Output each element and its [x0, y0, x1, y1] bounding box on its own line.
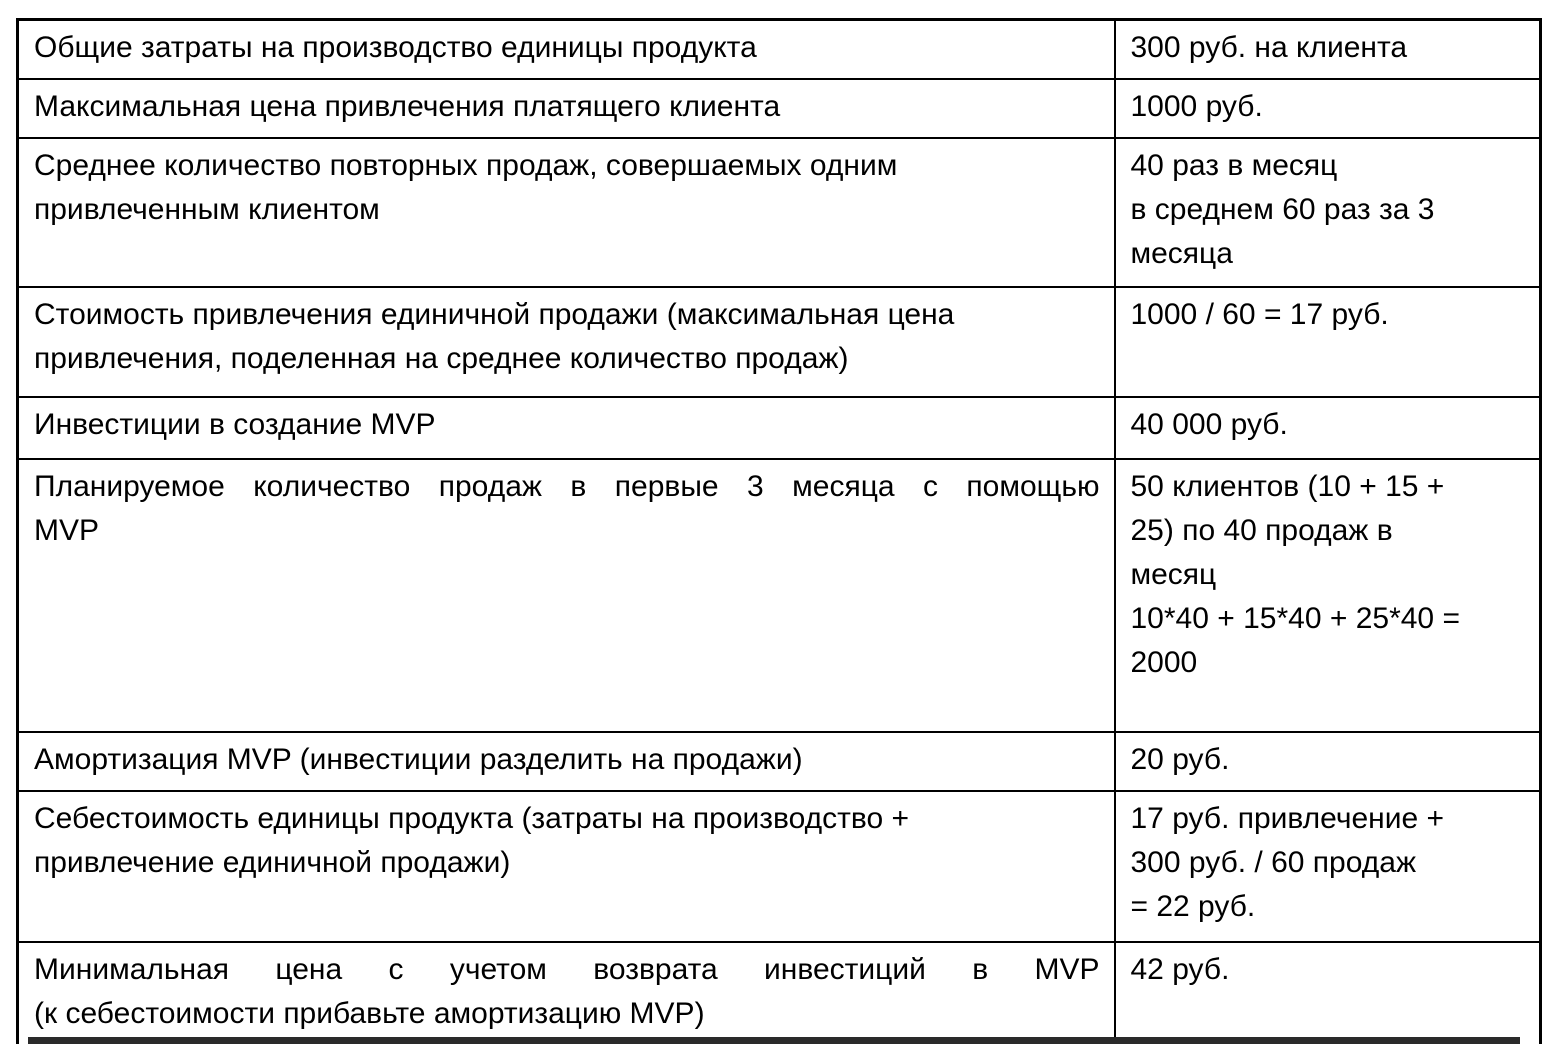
row-label-cell: [18, 287, 1115, 397]
table-row: [18, 732, 1541, 791]
text-line: 300 руб. / 60 продаж: [1130, 846, 1417, 879]
text-line: Амортизация MVP (инвестиции разделить на продажи): [34, 743, 803, 776]
row-value-cell: [1115, 20, 1541, 80]
row-value-cell: [1115, 287, 1541, 397]
text-line: 42 руб.: [1130, 953, 1230, 986]
text-line: месяц: [1130, 558, 1217, 591]
row-label-cell: [18, 732, 1115, 791]
table-row: [18, 397, 1541, 459]
page-bottom-cut-line: [28, 1037, 1520, 1044]
text-line: (к себестоимости прибавьте амортизацию MVP): [34, 997, 705, 1030]
row-value-cell: [1115, 732, 1541, 791]
text-line: 40 раз в месяц: [1130, 149, 1338, 182]
row-label-cell: [18, 459, 1115, 732]
table-row: [18, 20, 1541, 80]
table-row: [18, 287, 1541, 397]
text-line: 300 руб. на клиента: [1130, 31, 1408, 64]
text-line: MVP: [34, 514, 100, 547]
table-row: [18, 138, 1541, 287]
row-value-cell: [1115, 459, 1541, 732]
text-line: Минимальная цена с учетом возврата инвестиций в MVP: [34, 953, 1100, 986]
table-body: [18, 20, 1541, 1044]
text-line: Стоимость привлечения единичной продажи (максимальная цена: [34, 298, 955, 331]
row-value-cell: [1115, 942, 1541, 1044]
text-line: привлеченным клиентом: [34, 193, 380, 226]
row-value-cell: [1115, 138, 1541, 287]
text-line: привлечение единичной продажи): [34, 846, 511, 879]
row-value-cell: [1115, 79, 1541, 138]
row-value-cell: [1115, 397, 1541, 459]
text-line: 20 руб.: [1130, 743, 1230, 776]
text-line: Себестоимость единицы продукта (затраты на производство +: [34, 802, 910, 835]
table-row: [18, 942, 1541, 1044]
text-line: 1000 / 60 = 17 руб.: [1130, 298, 1389, 331]
row-value-cell: [1115, 791, 1541, 942]
row-label-cell: [18, 791, 1115, 942]
text-line: Общие затраты на производство единицы продукта: [34, 31, 757, 64]
text-line: месяца: [1130, 237, 1233, 270]
table-row: [18, 79, 1541, 138]
text-line: 1000 руб.: [1130, 90, 1263, 123]
text-line: в среднем 60 раз за 3: [1130, 193, 1435, 226]
text-line: привлечения, поделенная на среднее количество продаж): [34, 342, 849, 375]
text-line: 2000: [1130, 646, 1198, 679]
text-line: = 22 руб.: [1130, 890, 1256, 923]
row-label-cell: [18, 79, 1115, 138]
text-line: Инвестиции в создание MVP: [34, 408, 436, 441]
text-line: 50 клиентов (10 + 15 +: [1130, 470, 1445, 503]
text-line: 17 руб. привлечение +: [1130, 802, 1445, 835]
text-line: 10*40 + 15*40 + 25*40 =: [1130, 602, 1460, 635]
text-line: 25) по 40 продаж в: [1130, 514, 1393, 547]
text-line: Среднее количество повторных продаж, совершаемых одним: [34, 149, 898, 182]
row-label-cell: [18, 397, 1115, 459]
row-label-cell: [18, 138, 1115, 287]
text-line: 40 000 руб.: [1130, 408, 1288, 441]
row-label-cell: [18, 942, 1115, 1044]
text-line: Максимальная цена привлечения платящего клиента: [34, 90, 781, 123]
text-line: Планируемое количество продаж в первые 3 месяца с помощью: [34, 470, 1100, 503]
row-label-cell: [18, 20, 1115, 80]
unit-economics-table: [16, 18, 1542, 1044]
table-row: [18, 791, 1541, 942]
table-row: [18, 459, 1541, 732]
